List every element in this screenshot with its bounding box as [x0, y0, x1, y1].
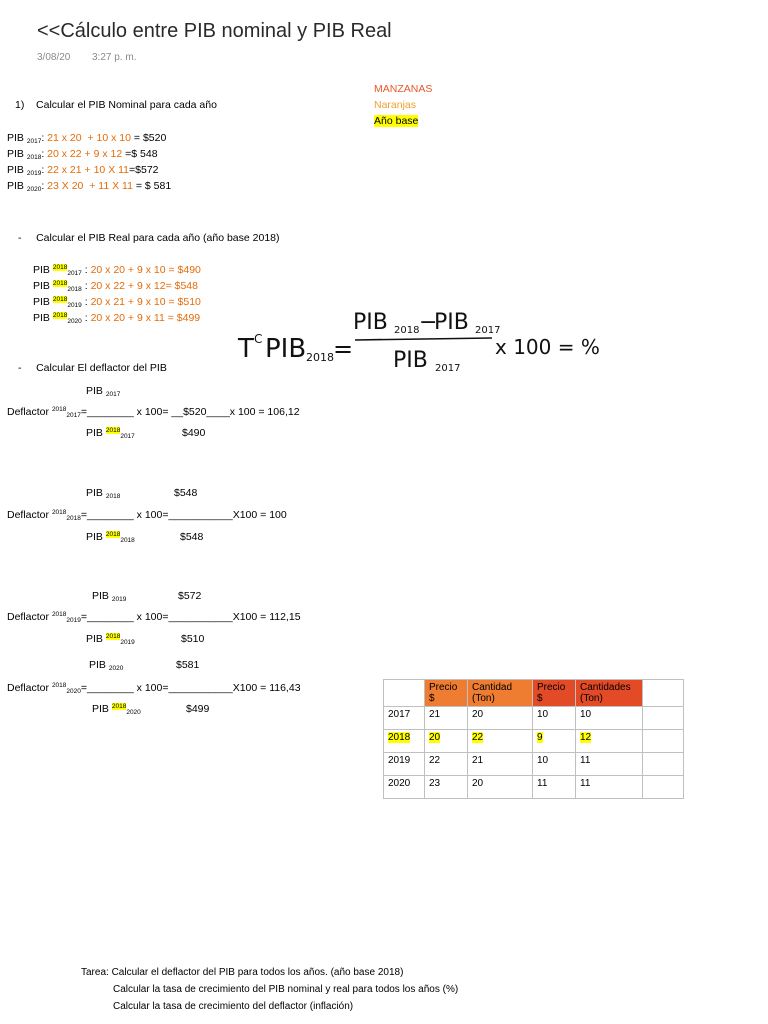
deflactor-line: Deflactor $^{2018}$2019=________ x 100=___________X100 = 112,15	[7, 611, 301, 624]
formula-denominator-pib: PIB	[393, 348, 428, 373]
table-cell: 2018	[384, 730, 425, 753]
deflactor-numerator: PIB 2017	[86, 385, 121, 398]
table-cell: 10	[576, 707, 643, 730]
real-row: PIB $^{2018}$2019 : 20 x 21 + 9 x 10 = $510	[33, 296, 201, 309]
formula-tail: x 100 = %	[495, 335, 600, 359]
table-cell: 20	[468, 776, 533, 799]
table-row	[384, 753, 684, 776]
deflactor-denominator-value: $499	[186, 703, 210, 715]
formula-numerator-pib-b: PIB	[434, 310, 469, 335]
table-row	[384, 776, 684, 799]
table-header-cell	[643, 680, 684, 707]
table-header-cell: Cantidad (Ton)	[468, 680, 533, 707]
deflactor-denominator: PIB $^{2018}$2017	[86, 427, 135, 440]
deflactor-denominator: PIB $^{2018}$2020	[92, 703, 141, 716]
table-cell	[643, 753, 684, 776]
section-2-heading: - Calcular el PIB Real para cada año (año base 2018)	[18, 232, 280, 244]
note-date: 3/08/20	[37, 52, 71, 63]
section-1-heading	[15, 98, 217, 112]
formula-denominator-year: 2017	[435, 363, 461, 374]
table-cell: 20	[425, 730, 468, 753]
task-line-3: Calcular la tasa de crecimiento del deflactor (inflación)	[113, 1001, 354, 1012]
legend-ano-base	[374, 114, 418, 128]
deflactor-denominator-value: $490	[182, 427, 206, 439]
formula-minus: −	[419, 310, 438, 335]
deflactor-denominator-value: $510	[181, 633, 205, 645]
real-row: PIB $^{2018}$2018 : 20 x 22 + 9 x 12= $548	[33, 280, 198, 293]
legend-ano-base-text: Año base	[374, 115, 419, 127]
deflactor-numerator-value: $548	[174, 487, 198, 499]
table-cell: 2019	[384, 753, 425, 776]
table-cell: 10	[533, 753, 576, 776]
real-row: PIB $^{2018}$2017 : 20 x 20 + 9 x 10 = $490	[33, 264, 201, 277]
table-cell: 11	[533, 776, 576, 799]
section-2-text: Calcular el PIB Real para cada año (año base 2018)	[36, 232, 280, 244]
section-1-number: 1)	[15, 99, 25, 111]
deflactor-numerator-value: $581	[176, 659, 200, 671]
deflactor-line: Deflactor $^{2018}$2020=________ x 100=___________X100 = 116,43	[7, 682, 301, 695]
section-3-text: Calcular El deflactor del PIB	[36, 362, 167, 374]
table-cell: 11	[576, 776, 643, 799]
formula-numerator-year-b: 2017	[475, 325, 501, 336]
legend-manzanas: MANZANAS	[374, 83, 433, 95]
deflactor-denominator: PIB $^{2018}$2019	[86, 633, 135, 646]
task-line-2: Calcular la tasa de crecimiento del PIB nominal y real para todos los años (%)	[113, 984, 459, 995]
table-header-cell	[384, 680, 425, 707]
handwritten-growth-formula	[230, 305, 610, 380]
table-header-row	[384, 680, 684, 707]
table-cell: 12	[576, 730, 643, 753]
table-cell: 2020	[384, 776, 425, 799]
table-cell: 11	[576, 753, 643, 776]
task-line-1: Tarea: Calcular el deflactor del PIB para todos los años. (año base 2018)	[81, 967, 404, 978]
table-cell: 23	[425, 776, 468, 799]
formula-numerator-year-a: 2018	[394, 325, 420, 336]
table-cell	[643, 707, 684, 730]
deflactor-numerator: PIB 2019	[92, 590, 127, 603]
formula-numerator-pib-a: PIB	[353, 310, 388, 335]
deflactor-numerator: PIB 2020	[89, 659, 124, 672]
formula-lhs-year: 2018	[306, 351, 334, 364]
deflactor-line: Deflactor $^{2018}$2018=________ x 100=___________X100 = 100	[7, 509, 287, 522]
table-header-cell: Precio $	[425, 680, 468, 707]
table-cell: 22	[425, 753, 468, 776]
section-3-heading: - Calcular El deflactor del PIB	[18, 362, 167, 374]
table-cell: 21	[425, 707, 468, 730]
table-row	[384, 707, 684, 730]
nominal-row: PIB 2018: 20 x 22 + 9 x 12 =$ 548	[7, 148, 158, 161]
table-cell: 22	[468, 730, 533, 753]
table-cell: 9	[533, 730, 576, 753]
table-row	[384, 730, 684, 753]
formula-fraction-bar	[355, 338, 492, 340]
deflactor-numerator: PIB 2018	[86, 487, 121, 500]
legend-naranjas: Naranjas	[374, 99, 417, 111]
deflactor-numerator-value: $572	[178, 590, 202, 602]
formula-lhs-c: C	[254, 332, 263, 346]
deflactor-line: Deflactor $^{2018}$2017=________ x 100= __$520____x 100 = 106,12	[7, 406, 300, 419]
table-cell: 21	[468, 753, 533, 776]
deflactor-denominator: PIB $^{2018}$2018	[86, 531, 135, 544]
table-header-cell: Precio $	[533, 680, 576, 707]
table-cell: 2017	[384, 707, 425, 730]
table-header-cell: Cantidades (Ton)	[576, 680, 643, 707]
deflactor-denominator-value: $548	[180, 531, 204, 543]
table-cell	[643, 730, 684, 753]
formula-lhs-pib: PIB	[265, 334, 307, 364]
price-quantity-table	[383, 679, 684, 799]
formula-equals: =	[333, 335, 354, 363]
nominal-row: PIB 2020: 23 X 20 + 11 X 11 = $ 581	[7, 180, 172, 193]
section-1-text: Calcular el PIB Nominal para cada año	[36, 99, 217, 111]
table-cell: 20	[468, 707, 533, 730]
nominal-row: PIB 2019: 22 x 21 + 10 X 11=$572	[7, 164, 159, 177]
real-row: PIB $^{2018}$2020 : 20 x 20 + 9 x 11 = $499	[33, 312, 201, 325]
formula-lhs-t: T	[238, 334, 254, 364]
note-time: 3:27 p. m.	[92, 52, 137, 63]
table-cell	[643, 776, 684, 799]
nominal-row: PIB 2017: 21 x 20 + 10 x 10 = $520	[7, 132, 167, 145]
table-cell: 10	[533, 707, 576, 730]
page-title: <<Cálculo entre PIB nominal y PIB Real	[37, 20, 392, 42]
